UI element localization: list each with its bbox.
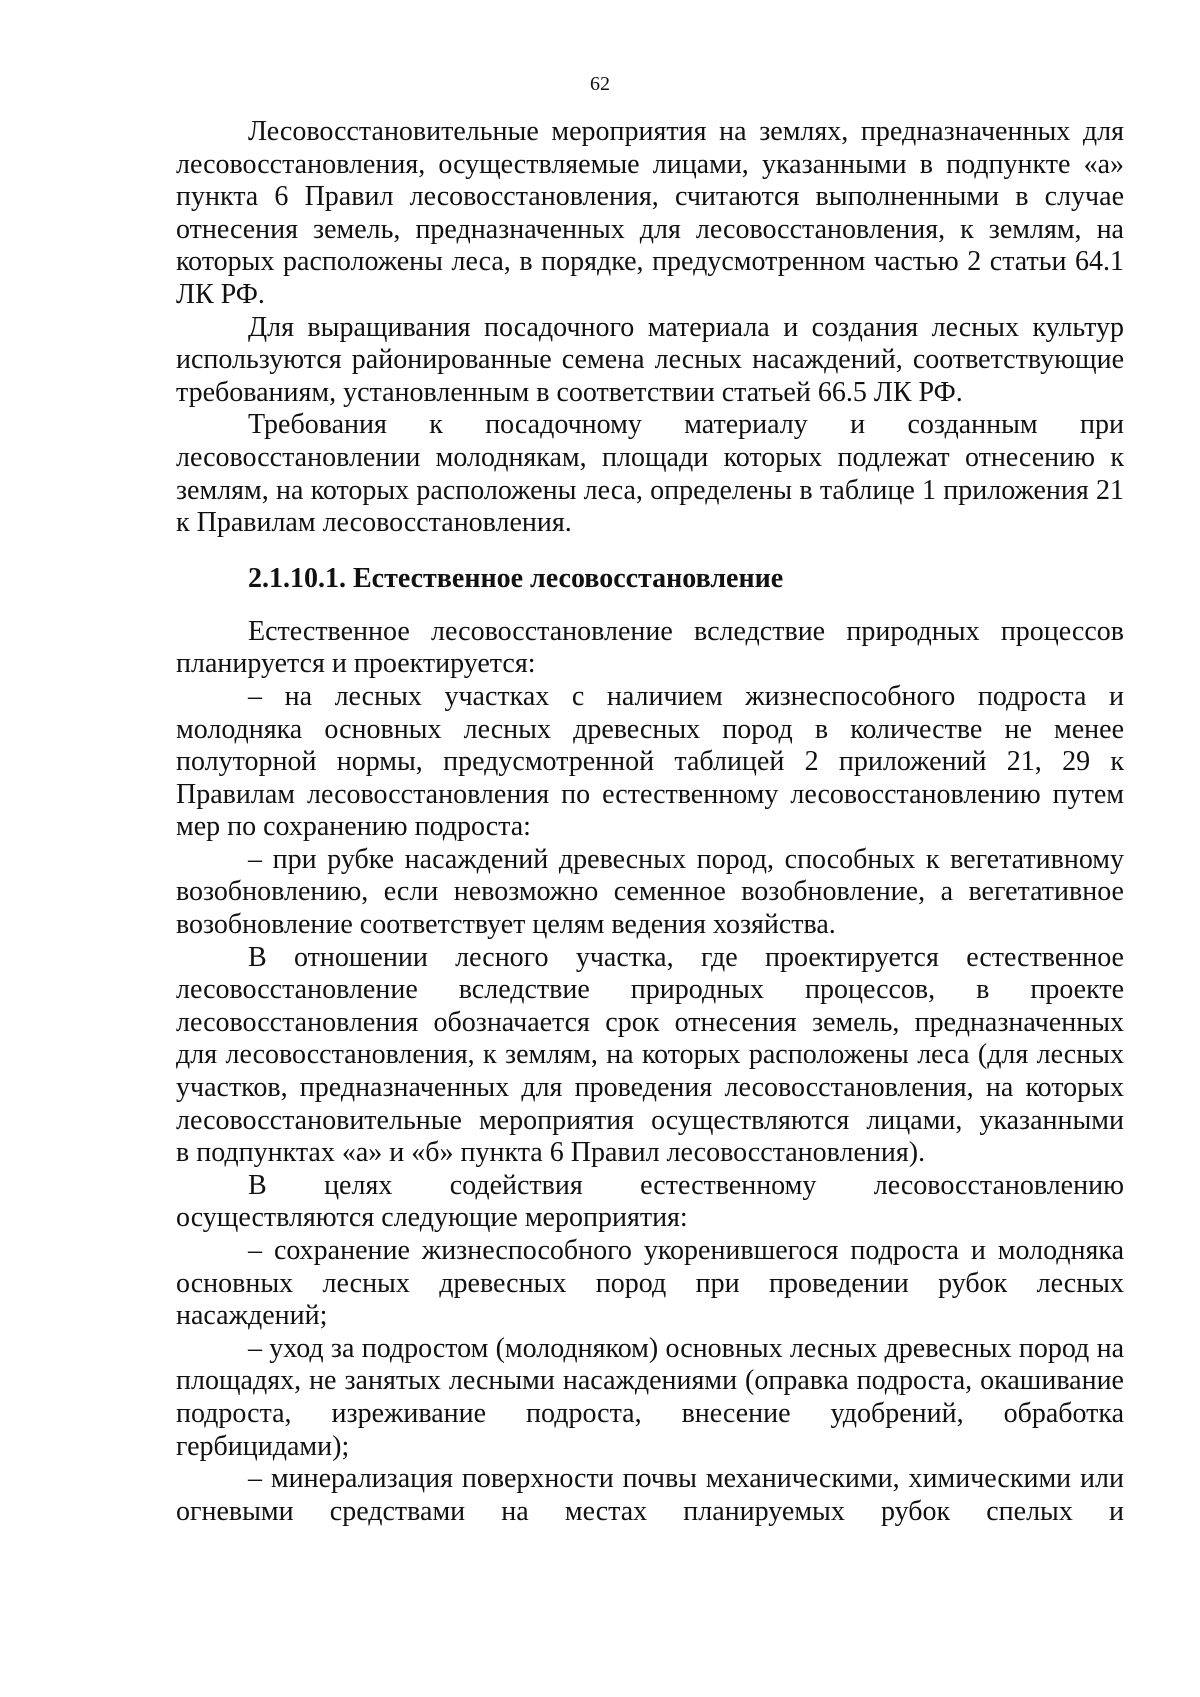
- list-item-undergrowth: – на лесных участках с наличием жизнеспособного подроста и молодняка основных лесных древесных пород в количестве не менее полуторной нормы, предусмотренной таблицей 2 приложений 21, 29 к Правилам лесовосстановления по естественному лесовосстановлению путем мер по сохранению подроста:: [176, 680, 1124, 843]
- list-item-soil-mineralization: – минерализация поверхности почвы механическими, химическими или огневыми средствами на местах планируемых рубок спелых и: [176, 1463, 1124, 1527]
- paragraph-assistance-measures: В целях содействия естественному лесовосстановлению осуществляются следующие мероприятия:: [176, 1169, 1124, 1234]
- body-text: [176, 116, 1124, 1528]
- list-item-undergrowth-care: – уход за подростом (молодняком) основных лесных древесных пород на площадях, не занятых лесными насаждениями (оправка подроста, окашивание подроста, изреживание подроста, внесение удобрений, обработка гербицидами);: [176, 1332, 1124, 1462]
- paragraph-requirements: Требования к посадочному материалу и созданным при лесовосстановлении молоднякам, площади которых подлежат отнесению к землям, на которых расположены леса, определены в таблице 1 приложения 21 к Правилам лесовосстановления.: [176, 409, 1124, 539]
- paragraph-planting-material: Для выращивания посадочного материала и создания лесных культур используются районированные семена лесных насаждений, соответствующие требованиям, установленным в соответствии статьей 66.5 ЛК РФ.: [176, 311, 1124, 408]
- page-number: 62: [590, 73, 610, 95]
- list-item-preserve-undergrowth: – сохранение жизнеспособного укоренившегося подроста и молодняка основных лесных древесных пород при проведении рубок лесных насаждений;: [176, 1235, 1124, 1332]
- paragraph-land-transfer-term: В отношении лесного участка, где проектируется естественное лесовосстановление вследствие природных процессов, в проекте лесовосстановления обозначается срок отнесения земель, предназначенных для лесовосстановления, к землям, на которых расположены леса (для лесных участков, предназначенных для проведения лесовосстановления, на которых лесовосстановительные мероприятия осуществляются лицами, указанными: [176, 941, 1124, 1136]
- list-item-vegetative-renewal: – при рубке насаждений древесных пород, способных к вегетативному возобновлению, если невозможно семенное возобновление, а вегетативное возобновление соответствует целям ведения хозяйства.: [176, 843, 1124, 941]
- section-heading: 2.1.10.1. Естественное лесовосстановление: [248, 562, 784, 594]
- paragraph-reforestation-measures: Лесовосстановительные мероприятия на землях, предназначенных для лесовосстановления, осуществляемые лицами, указанными в подпункте «а» пункта 6 Правил лесовосстановления, считаются выполненными в случае отнесения земель, предназначенных для лесовосстановления, к землям, на которых расположены леса, в порядке, предусмотренном частью 2 статьи 64.1 ЛК РФ.: [176, 116, 1124, 310]
- paragraph-natural-planning: Естественное лесовосстановление вследствие природных процессов планируется и проектируется:: [176, 615, 1124, 680]
- paragraph-land-transfer-term-end: в подпунктах «а» и «б» пункта 6 Правил лесовосстановления).: [176, 1137, 926, 1169]
